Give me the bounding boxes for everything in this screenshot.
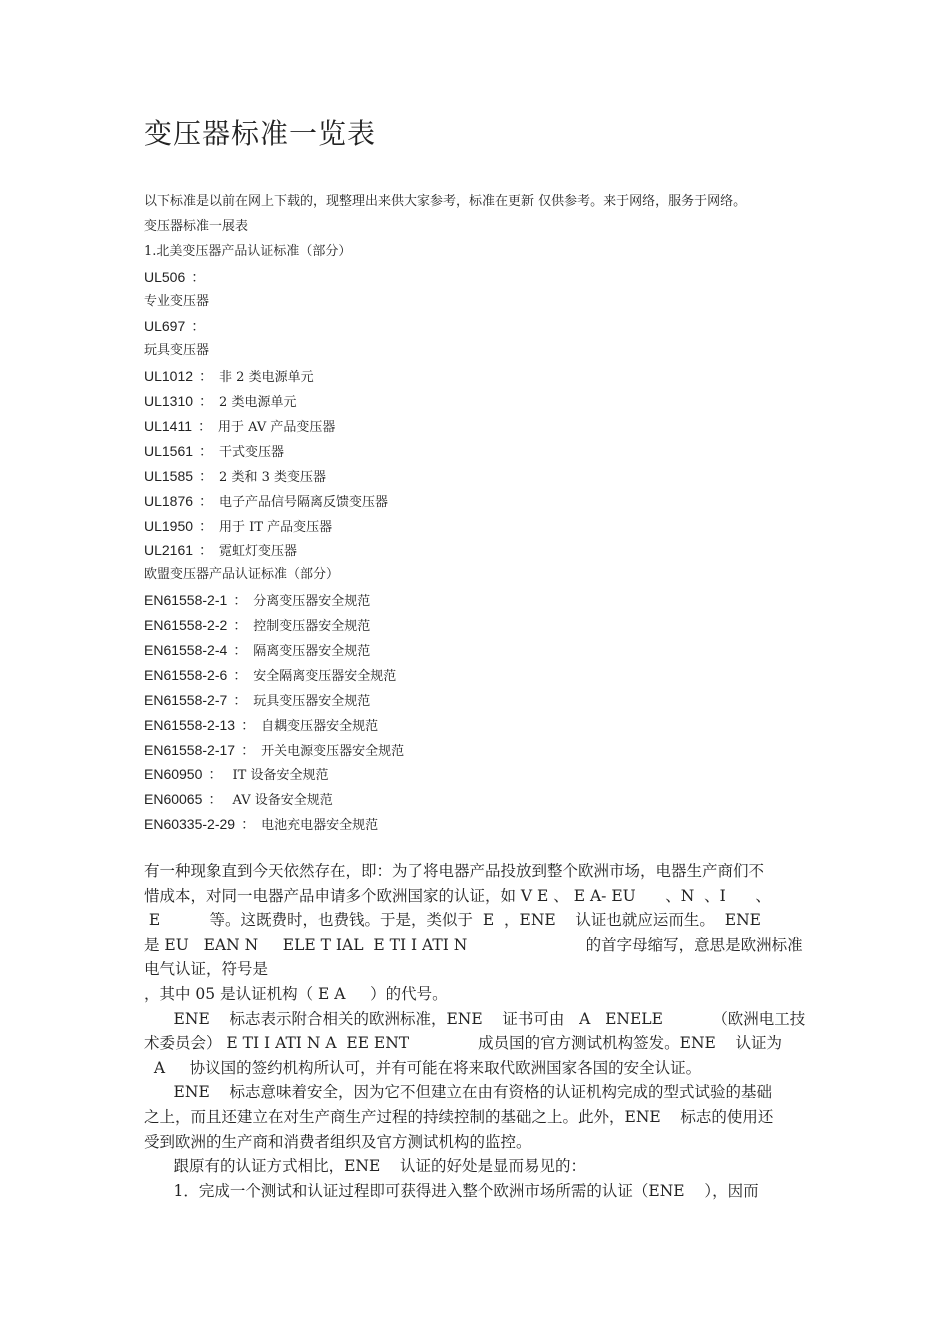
standard-description: 2 类电源单元: [219, 395, 297, 411]
body-line: A 协议国的签约机构所认可，并有可能在将来取代欧洲国家各国的安全认证。: [144, 1058, 702, 1077]
ul-standard-row: [144, 265, 824, 290]
body-line: 跟原有的认证方式相比，ENE 认证的好处是显而易见的：: [144, 1157, 586, 1176]
body-line: 术委员会） E TI I ATI N A EE ENT 成员国的官方测试机构签发。ENE 认证为: [144, 1034, 783, 1053]
ul-standard-row: [144, 314, 824, 339]
standard-code: UL1012: [144, 368, 194, 385]
ul-standard-row: [144, 439, 824, 464]
standard-code: EN61558-2-6: [144, 666, 228, 683]
standard-description: 玩具变压器安全规范: [253, 693, 371, 709]
separator: ：: [233, 691, 248, 708]
standard-description: 自耦变压器安全规范: [261, 718, 379, 734]
standard-code: UL1310: [144, 393, 194, 410]
standard-code: UL2161: [144, 542, 194, 559]
standard-code: UL1585: [144, 467, 194, 484]
body-line: 是 EU EAN N ELE T IAL E TI I ATI N 的首字母缩写，意思是欧洲标准: [144, 935, 803, 954]
page-title: 变压器标准一览表: [144, 117, 377, 150]
en-standards-list: [144, 588, 824, 837]
body-line: E 等。这既费时，也费钱。于是，类似于 E ，ENE 认证也就应运而生。 ENE: [144, 911, 761, 930]
standard-code: EN61558-2-2: [144, 617, 228, 634]
ul-standard-row: [144, 464, 824, 489]
standard-description: 霓虹灯变压器: [219, 544, 298, 560]
separator: ：: [233, 617, 248, 634]
standard-description: 隔离变压器安全规范: [253, 644, 371, 660]
en-standard-row: [144, 812, 824, 837]
standard-description: AV 设备安全规范: [228, 793, 333, 809]
standard-description: 电子产品信号隔离反馈变压器: [219, 494, 389, 510]
standard-code: EN61558-2-17: [144, 741, 236, 758]
standard-description: 玩具变压器: [144, 343, 210, 359]
standard-description: 干式变压器: [219, 444, 285, 460]
standard-description: 开关电源变压器安全规范: [261, 743, 405, 759]
standard-description: 用于 AV 产品变压器: [218, 420, 336, 436]
ul-standard-row: [144, 489, 824, 514]
en-standard-row: [144, 713, 824, 738]
en-standard-row: [144, 738, 824, 763]
intro-line: 以下标准是以前在网上下载的，现整理出来供大家参考，标准在更新 仅供参考。来于网络，服务于网络。: [144, 194, 747, 209]
standard-code: UL697: [144, 318, 186, 335]
separator: ：: [233, 592, 248, 609]
standard-code: EN60335-2-29: [144, 816, 236, 833]
separator: ：: [191, 318, 206, 335]
separator: ：: [191, 268, 206, 285]
separator: ：: [199, 393, 214, 410]
en-standard-row: [144, 638, 824, 663]
standard-description: IT 设备安全规范: [228, 768, 329, 784]
standard-description: 分离变压器安全规范: [253, 594, 371, 610]
body-line: 有一种现象直到今天依然存在，即：为了将电器产品投放到整个欧洲市场，电器生产商们不: [144, 862, 765, 880]
separator: ：: [233, 666, 248, 683]
intro-line: 变压器标准一展表: [144, 218, 249, 234]
ul-standard-row: [144, 290, 824, 315]
body-text: [144, 859, 808, 1203]
separator: ：: [241, 716, 256, 733]
en-standard-row: [144, 688, 824, 713]
body-line: 惜成本，对同一电器产品申请多个欧洲国家的认证，如 V E 、 E A- EU 、N 、I 、: [144, 886, 771, 905]
standard-code: EN61558-2-4: [144, 642, 228, 659]
standard-code: UL1561: [144, 442, 194, 459]
eu-heading: 欧盟变压器产品认证标准（部分）: [144, 567, 340, 583]
separator: ：: [241, 741, 256, 758]
ul-standard-row: [144, 339, 824, 364]
separator: ：: [199, 542, 214, 559]
separator: ：: [208, 766, 223, 783]
standards-list: [144, 190, 824, 837]
body-line: 受到欧洲的生产商和消费者组织及官方测试机构的监控。: [144, 1132, 532, 1151]
intro-line: 1.北美变压器产品认证标准（部分）: [144, 243, 352, 259]
standard-code: UL1876: [144, 492, 194, 509]
body-line: 1．完成一个测试和认证过程即可获得进入整个欧洲市场所需的认证（ENE ），因而: [144, 1181, 759, 1200]
standard-description: 控制变压器安全规范: [253, 619, 371, 635]
separator: ：: [198, 418, 213, 435]
en-standard-row: [144, 663, 824, 688]
standard-description: 电池充电器安全规范: [261, 818, 379, 834]
body-line: 之上，而且还建立在对生产商生产过程的持续控制的基础之上。此外，ENE 标志的使用还: [144, 1107, 774, 1126]
en-standard-row: [144, 588, 824, 613]
ul-standard-row: [144, 414, 824, 439]
standard-code: EN61558-2-7: [144, 691, 228, 708]
separator: ：: [208, 791, 223, 808]
standard-description: 专业变压器: [144, 293, 210, 309]
body-line: ENE 标志表示附合相关的欧洲标准，ENE 证书可由 A ENELE （欧洲电工技: [144, 1009, 806, 1028]
standard-description: 安全隔离变压器安全规范: [253, 668, 397, 684]
en-standard-row: [144, 787, 824, 812]
standard-description: 2 类和 3 类变压器: [219, 469, 326, 485]
standard-code: EN61558-2-1: [144, 592, 228, 609]
en-standard-row: [144, 613, 824, 638]
separator: ：: [241, 816, 256, 833]
separator: ：: [199, 467, 214, 484]
standard-code: EN60950: [144, 766, 203, 783]
separator: ：: [199, 368, 214, 385]
standard-code: UL1950: [144, 517, 194, 534]
ul-standard-row: [144, 389, 824, 414]
standard-code: EN61558-2-13: [144, 716, 236, 733]
body-line: ，其中 05 是认证机构（ E A ）的代号。: [144, 984, 448, 1003]
ul-standard-row: [144, 364, 824, 389]
ul-standards-list: [144, 265, 824, 564]
separator: ：: [233, 642, 248, 659]
body-line: 电气认证，符号是: [144, 960, 269, 979]
separator: ：: [199, 492, 214, 509]
separator: ：: [199, 442, 214, 459]
standard-code: UL1411: [144, 418, 193, 435]
ul-standard-row: [144, 538, 824, 563]
body-line: ENE 标志意味着安全，因为它不但建立在由有资格的认证机构完成的型式试验的基础: [144, 1083, 772, 1102]
separator: ：: [199, 517, 214, 534]
standard-code: UL506: [144, 268, 186, 285]
ul-standard-row: [144, 514, 824, 539]
standard-description: 用于 IT 产品变压器: [219, 519, 333, 535]
standard-code: EN60065: [144, 791, 203, 808]
en-standard-row: [144, 762, 824, 787]
standard-description: 非 2 类电源单元: [219, 370, 314, 386]
